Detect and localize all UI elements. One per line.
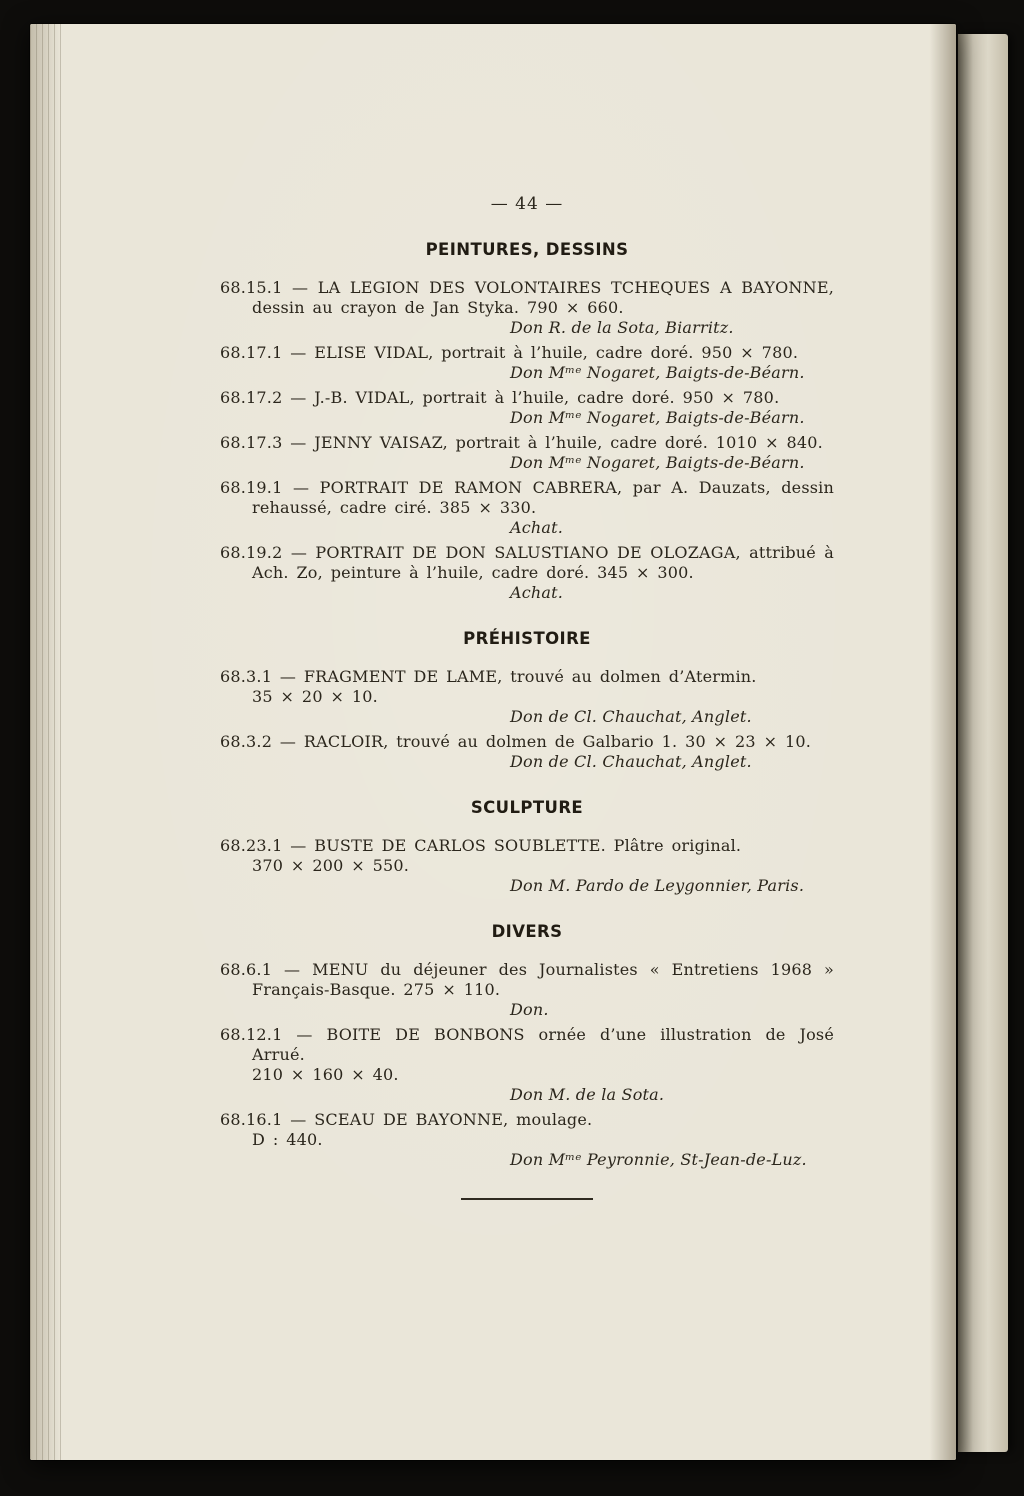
entry-credit: Achat. [510,518,564,537]
entry-description: PORTRAIT DE RAMON CABRERA, par A. Dauzats, dessin rehaussé, cadre ciré. 385 × 330. [252,478,834,517]
entry-separator: — [272,667,304,686]
entry-description: J.-B. VIDAL, portrait à l’huile, cadre doré. 950 × 780. [314,388,780,407]
entry-dimensions: D : 440. [252,1130,323,1149]
entry-text [220,543,834,583]
entry-id: 68.19.1 [220,478,283,497]
entry-text [220,960,834,1000]
catalog-entry [220,343,834,383]
next-page-edge [958,34,1008,1452]
entry-text [220,1025,834,1065]
catalog-entry [220,278,834,338]
entry-credit: Don M. de la Sota. [510,1085,665,1104]
entry-id: 68.19.2 [220,543,283,562]
entry-text [220,667,834,687]
catalog-entry [220,732,834,772]
entry-id: 68.16.1 [220,1110,283,1129]
entry-credit: Don M. Pardo de Leygonnier, Paris. [510,876,805,895]
catalog-entry [220,667,834,727]
catalog-entry [220,543,834,603]
entry-description: BUSTE DE CARLOS SOUBLETTE. Plâtre original. [314,836,742,855]
entry-separator: — [272,732,304,751]
closing-rule [461,1198,593,1200]
catalog-entry [220,960,834,1020]
section-divers [220,922,834,1170]
entry-dimensions: 35 × 20 × 10. [252,687,378,706]
entry-separator: — [282,478,320,497]
entry-separator: — [282,388,315,407]
entry-separator: — [282,343,315,362]
entry-separator: — [282,836,315,855]
entry-text [220,836,834,856]
entry-id: 68.3.2 [220,732,273,751]
entry-credit: Don Mᵐᵉ Peyronnie, St-Jean-de-Luz. [510,1150,807,1169]
entry-credit: Achat. [510,583,564,602]
entry-description: ELISE VIDAL, portrait à l’huile, cadre doré. 950 × 780. [314,343,799,362]
section-title: PEINTURES, DESSINS [425,240,629,259]
section-title: PRÉHISTOIRE [463,629,591,648]
entry-description: SCEAU DE BAYONNE, moulage. [314,1110,593,1129]
catalog-entry [220,478,834,538]
entry-credit: Don de Cl. Chauchat, Anglet. [510,752,752,771]
entry-text [220,343,834,363]
entry-text [220,478,834,518]
entry-description: PORTRAIT DE DON SALUSTIANO DE OLOZAGA, attribué à Ach. Zo, peinture à l’huile, cadre doré. 345 × 300. [252,543,834,582]
entry-description: JENNY VAISAZ, portrait à l’huile, cadre doré. 1010 × 840. [314,433,823,452]
catalog-entry [220,388,834,428]
entry-text [220,278,834,318]
section-title: SCULPTURE [470,798,584,817]
catalog-entry [220,1110,834,1170]
page-stack-edges [30,24,64,1460]
catalog-entry [220,836,834,896]
entry-text [220,388,834,408]
entry-id: 68.15.1 [220,278,283,297]
section-prehistoire [220,629,834,772]
entry-separator: — [282,1025,327,1044]
entry-description: FRAGMENT DE LAME, trouvé au dolmen d’Atermin. [303,667,757,686]
catalog-entry [220,433,834,473]
page-edge-shadow [928,24,956,1460]
entry-separator: — [282,1110,315,1129]
entry-credit: Don Mᵐᵉ Nogaret, Baigts-de-Béarn. [510,363,805,382]
section-sculpture [220,798,834,896]
entry-credit: Don Mᵐᵉ Nogaret, Baigts-de-Béarn. [510,408,805,427]
entry-description: MENU du déjeuner des Journalistes « Entretiens 1968 » Français-Basque. 275 × 110. [252,960,834,999]
entry-credit: Don. [510,1000,549,1019]
entry-text [220,433,834,453]
entry-dimensions: 370 × 200 × 550. [252,856,410,875]
page-number: — 44 — [490,194,564,214]
entry-credit: Don de Cl. Chauchat, Anglet. [510,707,752,726]
entry-separator: — [272,960,313,979]
catalog-entry [220,1025,834,1105]
entry-id: 68.3.1 [220,667,273,686]
entry-credit: Don R. de la Sota, Biarritz. [510,318,734,337]
entry-description: BOITE DE BONBONS ornée d’une illustration de José Arrué. [252,1025,834,1064]
section-title: DIVERS [491,922,563,941]
entry-separator: — [282,278,318,297]
entry-description: RACLOIR, trouvé au dolmen de Galbario 1. 30 × 23 × 10. [303,732,812,751]
entry-id: 68.17.3 [220,433,283,452]
page-content [220,194,834,1200]
section-peintures-dessins [220,240,834,603]
entry-credit: Don Mᵐᵉ Nogaret, Baigts-de-Béarn. [510,453,805,472]
entry-text [220,1110,834,1130]
entry-description: LA LEGION DES VOLONTAIRES TCHEQUES A BAYONNE, dessin au crayon de Jan Styka. 790 × 660. [252,278,834,317]
entry-id: 68.23.1 [220,836,283,855]
entry-id: 68.6.1 [220,960,273,979]
entry-separator: — [282,433,315,452]
entry-id: 68.17.1 [220,343,283,362]
entry-id: 68.12.1 [220,1025,283,1044]
entry-dimensions: 210 × 160 × 40. [252,1065,399,1084]
entry-separator: — [282,543,316,562]
entry-text [220,732,834,752]
entry-id: 68.17.2 [220,388,283,407]
book-page [30,24,956,1460]
